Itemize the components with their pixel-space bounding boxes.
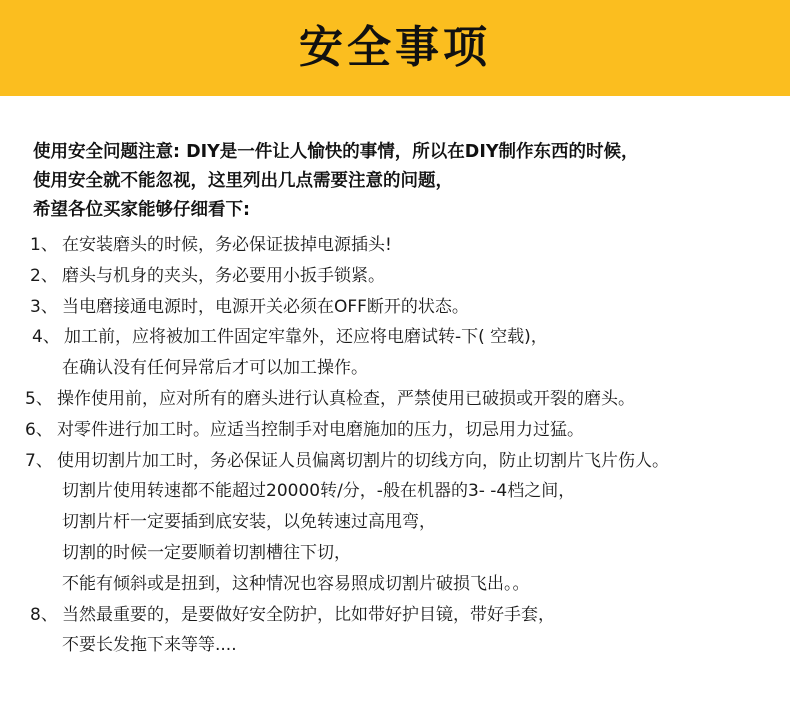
item-text: 切割片杆一定要插到底安装，以免转速过高甩弯， xyxy=(62,512,436,533)
item-number: 2、 xyxy=(30,265,58,286)
list-item xyxy=(0,322,790,353)
list-item xyxy=(0,600,790,631)
list-item xyxy=(0,261,790,292)
page-title: 安全事项 xyxy=(299,22,491,73)
item-number: 6、 xyxy=(25,419,53,440)
intro-line: 使用安全问题注意: DIY是一件让人愉快的事情，所以在DIY制作东西的时候， xyxy=(33,142,639,162)
safety-list xyxy=(0,230,790,661)
item-text: 不能有倾斜或是扭到，这种情况也容易照成切割片破损飞出。。 xyxy=(62,573,530,594)
item-number: 1、 xyxy=(30,235,58,255)
item-text: 加工前，应将被加工件固定牢靠外，还应将电磨试转-下( 空载)， xyxy=(64,327,548,348)
item-text: 当电磨接通电源时，电源开关必须在OFF断开的状态。 xyxy=(62,296,469,317)
list-item-continuation xyxy=(0,538,790,569)
item-number: 5、 xyxy=(25,388,53,409)
item-number: 7、 xyxy=(25,450,53,471)
list-item xyxy=(0,415,790,446)
list-item-continuation xyxy=(0,353,790,384)
item-text: 操作使用前，应对所有的磨头进行认真检查，严禁使用已破损或开裂的磨头。 xyxy=(57,388,635,409)
list-item xyxy=(0,384,790,415)
list-item xyxy=(0,446,790,477)
list-item-continuation xyxy=(0,630,790,661)
item-text: 切割的时候一定要顺着切割槽往下切， xyxy=(62,542,351,563)
item-text: 在安装磨头的时候，务必保证拔掉电源插头! xyxy=(62,235,392,255)
item-text: 当然最重要的，是要做好安全防护，比如带好护目镜，带好手套， xyxy=(62,604,555,625)
item-text: 切割片使用转速都不能超过20000转/分，-般在机器的3- -4档之间， xyxy=(62,481,576,502)
item-number: 4、 xyxy=(32,327,60,348)
intro-line: 使用安全就不能忽视，这里列出几点需要注意的问题， xyxy=(33,171,453,191)
item-text: 对零件进行加工时。应适当控制手对电磨施加的压力，切忌用力过猛。 xyxy=(57,419,584,440)
item-text: 不要长发拖下来等等.... xyxy=(62,635,237,656)
item-number: 3、 xyxy=(30,296,58,317)
list-item-continuation xyxy=(0,507,790,538)
title-banner xyxy=(0,0,790,96)
item-text: 使用切割片加工时，务必保证人员偏离切割片的切线方向，防止切割片飞片伤人。 xyxy=(57,450,669,471)
list-item-continuation xyxy=(0,476,790,507)
item-text: 磨头与机身的夹头，务必要用小扳手锁紧。 xyxy=(62,265,385,286)
list-item-continuation xyxy=(0,569,790,600)
item-text: 在确认没有任何异常后才可以加工操作。 xyxy=(62,358,368,379)
intro-paragraph xyxy=(33,138,773,225)
list-item xyxy=(0,230,790,261)
intro-line: 希望各位买家能够仔细看下: xyxy=(33,200,250,220)
item-number: 8、 xyxy=(30,604,58,625)
list-item xyxy=(0,292,790,323)
